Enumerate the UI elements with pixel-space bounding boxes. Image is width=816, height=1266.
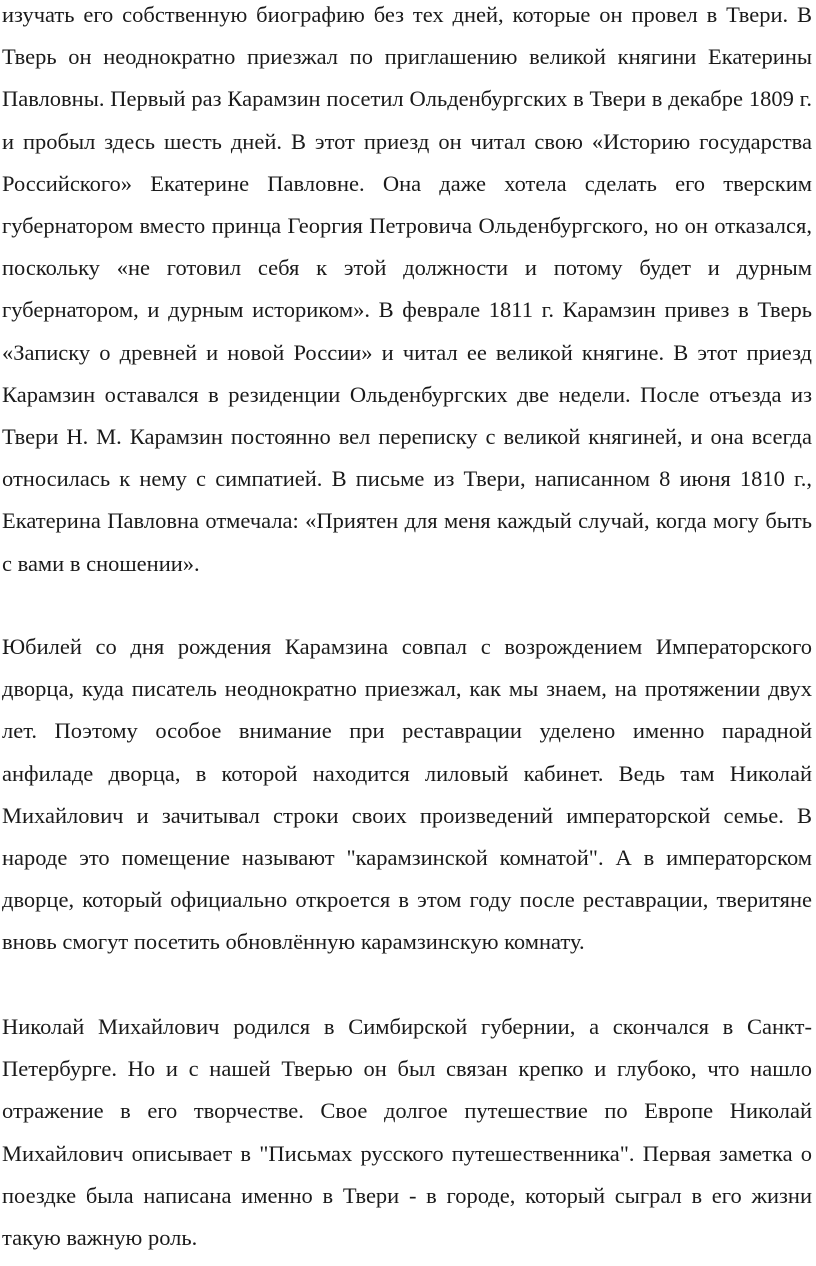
paragraph-biography: Николай Михайлович родился в Симбирской губернии, а скончался в Санкт-Петербурге. Но и с нашей Тверью он был связан крепко и глубоко, что нашло отражение в его творчестве. Свое долгое путешествие по Европе Николай Михайлович описывает в "Письмах русского путешественника". Первая заметка о поездке была написана именно в Твери - в городе, который сыграл в его жизни такую важную роль. xyxy=(2,1014,812,1251)
paragraph-imperial-palace: Юбилей со дня рождения Карамзина совпал с возрождением Императорского дворца, куда писатель неоднократно приезжал, как мы знаем, на протяжении двух лет. Поэтому особое внимание при реставрации уделено именно парадной анфиладе дворца, в которой находится лиловый кабинет. Ведь там Николай Михайлович и зачитывал строки своих произведений императорской семье. В народе это помещение называют "карамзинской комнатой". А в императорском дворце, который официально откроется в этом году после реставрации, тверитяне вновь смогут посетить обновлённую карамзинскую комнату. xyxy=(2,634,812,955)
paragraph-karamzin-tver-visits: изучать его собственную биографию без тех дней, которые он провел в Твери. В Тверь он неоднократно приезжал по приглашению великой княгини Екатерины Павловны. Первый раз Карамзин посетил Ольденбургских в Твери в декабре 1809 г. и пробыл здесь шесть дней. В этот приезд он читал свою «Историю государства Российского» Екатерине Павловне. Она даже хотела сделать его тверским губернатором вместо принца Георгия Петровича Ольденбургского, но он отказался, поскольку «не готовил себя к этой должности и потому будет и дурным губернатором, и дурным историком». В феврале 1811 г. Карамзин привез в Тверь «Записку о древней и новой России» и читал ее великой княгине. В этот приезд Карамзин оставался в резиденции Ольденбургских две недели. После отъезда из Твери Н. М. Карамзин постоянно вел переписку с великой княгиней, и она всегда относилась к нему с симпатией. В письме из Твери, написанном 8 июня 1810 г., Екатерина Павловна отмечала: «Приятен для меня каждый случай, когда могу быть с вами в сношении». xyxy=(2,2,812,576)
